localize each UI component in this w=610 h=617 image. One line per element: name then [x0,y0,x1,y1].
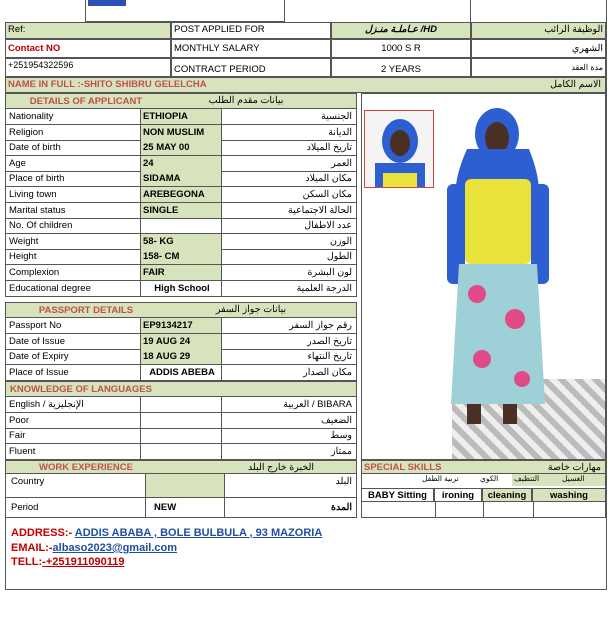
address-value: ADDIS ABABA , BOLE BULBULA , 93 MAZORIA [74,527,323,539]
work-title: WORK EXPERIENCE [39,462,133,473]
applicant-1-value: NON MUSLIM [140,125,222,140]
skill-ar-2: التنظيف [514,474,540,483]
applicant-6-label: Marital status [9,204,66,216]
language-1-value-cell [140,413,222,428]
applicant-3-row [5,156,357,172]
applicant-title: DETAILS OF APPLICANT [29,96,143,107]
email-link[interactable]: albaso2023@gmail.com [52,542,177,554]
skill-item-3: washing [532,488,606,502]
language-0-row [5,397,357,413]
contact-value: +251954322596 [5,58,171,77]
languages-title: KNOWLEDGE OF LANGUAGES [10,384,152,395]
ref-label: Ref: [5,22,171,39]
salary-ar: الشهري [471,39,606,58]
applicant-2-row [5,140,357,156]
applicant-11-ar: الدرجة العلمية [296,282,352,294]
salary-label: MONTHLY SALARY [171,39,331,58]
applicant-1-row [5,125,357,141]
footer-address [11,527,322,539]
work-period-label: Period [11,502,39,513]
footer-email [11,542,177,554]
applicant-0-row [5,109,357,125]
passport-header [5,302,357,318]
full-name-ar: الاسم الكامل [550,79,601,90]
applicant-8-ar: الوزن [329,235,352,247]
applicant-3-label: Age [9,157,26,169]
work-period-row [5,498,357,518]
skills-header [361,460,606,474]
email-label: EMAIL:- [11,542,53,554]
post-value: HD/ عـاملـة منـزل [331,22,471,39]
address-label: ADDRESS:- [11,527,75,539]
passport-3-label: Place of Issue [9,366,69,378]
full-name: NAME IN FULL :-SHITO SHIBRU GELELCHA [8,79,207,90]
passport-3-ar: مكان الصدار [303,366,352,378]
applicant-7-value [140,218,222,233]
page-frame-right [606,0,607,590]
passport-0-label: Passport No [9,320,62,331]
applicant-7-label: No. Of children [9,220,73,232]
applicant-5-row [5,187,357,203]
headshot-photo [364,110,434,188]
language-3-ar: ممتاز [331,445,352,457]
applicant-4-value: SIDAMA [140,171,222,186]
applicant-2-value: 25 MAY 00 [140,140,222,155]
passport-3-row [5,365,357,381]
top-right-frame [470,0,471,22]
passport-1-ar: تاريخ الصدر [307,335,352,347]
applicant-10-ar: لون البشرة [307,267,352,278]
applicant-4-ar: مكان الميلاد [305,173,352,185]
applicant-5-label: Living town [9,189,57,200]
applicant-8-label: Weight [9,235,39,247]
skill-ar-3: الغسيل [562,474,585,483]
passport-3-value: ADDIS ABEBA [140,365,222,380]
language-2-value-cell [140,428,222,443]
language-2-ar: وسط [330,430,352,442]
passport-title: PASSPORT DETAILS [38,305,134,316]
applicant-7-row [5,218,357,234]
headshot-figure-icon [365,111,434,188]
language-1-label: Poor [9,414,30,426]
contact-label: Contact NO [5,39,171,58]
language-3-value-cell [140,444,222,459]
work-period-ar: المدة [331,502,352,513]
salary-value: 1000 S R [331,39,471,58]
applicant-8-value: 58- KG [140,234,222,249]
passport-0-ar: رقم جواز السفر [289,320,352,331]
passport-2-row [5,349,357,365]
applicant-8-row [5,234,357,250]
contract-ar: مدة العقد [471,58,606,77]
passport-2-label: Date of Expiry [9,351,69,363]
applicant-9-row [5,249,357,265]
page-frame-bottom [5,589,607,590]
applicant-0-value: ETHIOPIA [140,109,222,124]
passport-0-row [5,318,357,334]
work-country-label: Country [11,476,45,487]
skills-items-row [361,488,606,502]
language-2-label: Fair [9,430,26,442]
page-frame-left [5,518,6,590]
applicant-9-value: 158- CM [140,249,222,264]
passport-1-value: 19 AUG 24 [140,334,222,349]
applicant-6-ar: الحالة الاجتماعية [288,204,352,216]
applicant-1-label: Religion [9,126,44,138]
passport-1-row [5,334,357,350]
applicant-1-ar: الديانة [328,126,352,138]
language-1-ar: الضعيف [320,414,352,426]
language-1-row [5,413,357,429]
applicant-4-label: Place of birth [9,173,65,185]
full-body-figure-icon [437,104,587,434]
skill-ar-0: تربية الطفل [422,474,459,483]
applicant-6-value: SINGLE [140,203,222,218]
work-country-ar: البلد [335,476,352,487]
passport-title-ar: بيانات جواز السفر [215,304,287,315]
top-photo-strip [88,0,126,6]
work-title-ar: الخبرة خارج البلد [247,462,315,473]
tel-label: TELL: [11,556,43,568]
photo-area [361,93,606,460]
applicant-0-label: Nationality [9,111,54,122]
applicant-2-ar: تاريخ الميلاد [306,142,352,154]
skill-item-1: ironing [434,488,482,502]
work-country-value-cell [145,474,225,498]
language-0-value-cell [140,397,222,412]
applicant-2-label: Date of birth [9,142,61,154]
post-label: POST APPLIED FOR [171,22,331,39]
skill-ar-1: الكوي [480,474,499,483]
footer-tel [11,556,124,568]
applicant-5-ar: مكان السكن [302,189,352,200]
work-country-row [5,474,357,498]
applicant-9-label: Height [9,251,37,263]
applicant-0-ar: الجنسية [321,111,352,122]
language-3-label: Fluent [9,445,36,457]
applicant-10-label: Complexion [9,267,60,278]
applicant-10-row [5,265,357,281]
skills-title-ar: مهارات خاصة [547,462,601,473]
applicant-10-value: FAIR [140,265,222,280]
language-2-row [5,428,357,444]
languages-header [5,381,357,397]
passport-1-label: Date of Issue [9,335,65,347]
applicant-7-ar: عدد الاطفال [304,220,352,232]
applicant-11-value: High School [140,281,222,296]
skill-item-0: BABY Sitting [361,488,434,502]
language-3-row [5,444,357,460]
name-row [5,77,606,93]
applicant-5-value: AREBEGONA [140,187,222,202]
applicant-3-value: 24 [140,156,222,171]
passport-0-value: EP9134217 [140,318,222,333]
skills-ar-row [361,474,606,488]
applicant-6-row [5,203,357,219]
contract-label: CONTRACT PERIOD [171,58,331,77]
passport-2-ar: تاريخ النتهاء [307,351,352,363]
work-period-value-cell: NEW [145,498,225,518]
tel-link[interactable]: -+251911090119 [42,556,125,568]
post-ar: الوظيفة الرائب [471,22,606,39]
contract-value: 2 YEARS [331,58,471,77]
applicant-header [5,93,357,109]
skills-title: SPECIAL SKILLS [364,462,442,473]
applicant-title-ar: بيانات مقدم الطلب [208,95,284,106]
applicant-11-label: Educational degree [9,282,91,294]
applicant-11-row [5,281,357,297]
skills-empty-row [361,502,606,518]
language-0-label: English / الإنجليزية [9,399,84,410]
work-header [5,460,357,474]
applicant-3-ar: العمر [331,157,352,169]
passport-2-value: 18 AUG 29 [140,349,222,364]
language-0-ar: BIBARA / العربية [283,399,352,410]
applicant-9-ar: الطول [326,251,352,263]
applicant-4-row [5,171,357,187]
skill-item-2: cleaning [482,488,532,502]
